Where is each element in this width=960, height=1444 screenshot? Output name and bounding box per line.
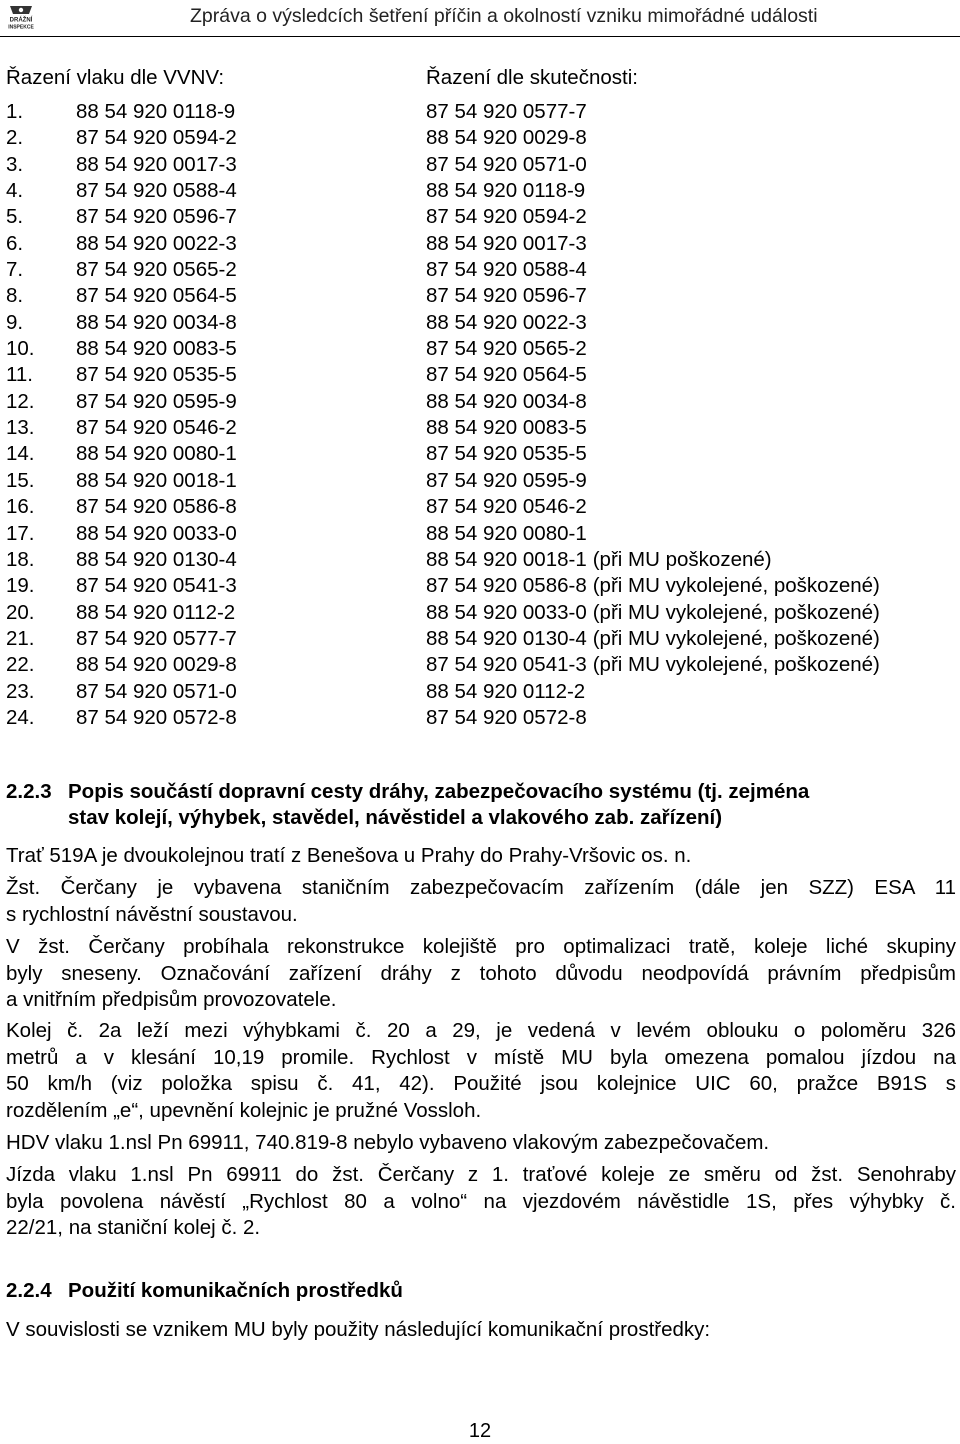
page-header [0,0,960,40]
wagon-row [0,257,960,283]
paragraph-line: 50 km/h (viz položka spisu č. 41, 42). Použité jsou kolejnice UIC 60, pražce B91S s [6,1072,956,1095]
wagon-vvnv-number: 88 54 920 0022-3 [76,231,237,255]
wagon-order-number: 21. [6,626,35,650]
vvnv-column-heading: Řazení vlaku dle VVNV: [6,66,225,89]
wagon-row [0,99,960,125]
wagon-actual-entry [426,547,772,573]
wagon-actual-entry [426,152,587,178]
paragraph-rekonstrukce [6,934,956,1014]
wagon-actual-number: 88 54 920 0022-3 [426,310,587,334]
wagon-vvnv-number: 88 54 920 0083-5 [76,337,237,361]
wagon-actual-entry [426,679,585,705]
wagon-actual-number: 87 54 920 0535-5 [426,442,587,466]
wagon-actual-number: 87 54 920 0594-2 [426,205,587,229]
wagon-actual-entry [426,283,587,309]
wagon-row [0,389,960,415]
wagon-row [0,362,960,388]
wagon-actual-number: 87 54 920 0596-7 [426,284,587,308]
paragraph-line: byla povolena návěstí „Rychlost 80 a volno“ na vjezdovém návěstidle 1S, přes výhybky č. [6,1189,956,1213]
wagon-order-number: 20. [6,600,35,624]
wagon-actual-entry [426,125,587,151]
wagon-actual-number: 88 54 920 0112-2 [426,679,586,703]
wagon-order-number: 5. [6,205,24,229]
wagon-actual-entry [426,494,587,520]
wagon-damage-note: (při MU vykolejené, poškozené) [592,574,880,598]
paragraph-trat [6,843,956,870]
wagon-actual-entry [426,415,587,441]
wagon-order-number: 6. [6,231,24,255]
wagon-actual-entry [426,257,587,283]
wagon-row [0,283,960,309]
wagon-order-number: 3. [6,152,24,176]
wagon-vvnv-number: 88 54 920 0029-8 [76,653,237,677]
header-divider [0,36,960,37]
logo-text-line1: DRÁŽNÍ [9,17,33,24]
paragraph-line: Trať 519A je dvoukolejnou tratí z Benešova u Prahy do Prahy-Vršovic os. n. [6,844,692,867]
wagon-order-number: 19. [6,574,35,598]
wagon-actual-entry [426,204,587,230]
wagon-actual-number: 88 54 920 0034-8 [426,389,587,413]
wagon-actual-number: 88 54 920 0080-1 [426,521,587,545]
wagon-damage-note: (při MU vykolejené, poškozené) [592,626,880,650]
wagon-order-number: 11. [6,363,33,387]
report-title: Zpráva o výsledcích šetření příčin a okolností vzniku mimořádné události [190,5,818,27]
section-223-title-line1: Popis součástí dopravní cesty dráhy, zabezpečovacího systému (tj. zejména [68,780,810,803]
wagon-actual-number: 87 54 920 0565-2 [426,337,587,361]
wagon-actual-entry [426,573,880,599]
wagon-row [0,441,960,467]
wagon-actual-entry [426,231,587,257]
wagon-order-number: 12. [6,389,35,413]
wagon-vvnv-number: 88 54 920 0130-4 [76,547,237,571]
wagon-actual-entry [426,652,880,678]
paragraph-line: s rychlostní návěstní soustavou. [6,902,298,926]
paragraph-line: Kolej č. 2a leží mezi výhybkami č. 20 a 29, je vedená v levém oblouku o poloměru 326 [6,1019,956,1042]
wagon-row [0,204,960,230]
wagon-order-number: 13. [6,416,35,440]
wagon-vvnv-number: 87 54 920 0541-3 [76,574,237,598]
wagon-actual-number: 88 54 920 0018-1 [426,547,587,571]
paragraph-line: V žst. Čerčany probíhala rekonstrukce kolejiště pro optimalizaci tratě, koleje liché skupiny [6,935,956,958]
paragraph-line: byly sneseny. Označování zařízení dráhy z tohoto důvodu neodpovídá právním předpisům [6,961,956,985]
wagon-actual-entry [426,705,587,731]
wagon-actual-number: 87 54 920 0541-3 [426,653,587,677]
wagon-vvnv-number: 87 54 920 0594-2 [76,126,237,150]
wagon-order-number: 17. [6,521,35,545]
wagon-actual-entry [426,178,585,204]
paragraph-line: HDV vlaku 1.nsl Pn 69911, 740.819-8 nebylo vybaveno vlakovým zabezpečovačem. [6,1131,770,1154]
wagon-actual-number: 87 54 920 0546-2 [426,495,587,519]
wagon-order-number: 7. [6,258,24,282]
paragraph-line: Jízda vlaku 1.nsl Pn 69911 do žst. Čerčany z 1. traťové koleje ze směru od žst. Senohraby [6,1163,956,1186]
wagon-actual-entry [426,600,880,626]
wagon-actual-entry [426,389,587,415]
wagon-actual-entry [426,99,587,125]
wagon-row [0,415,960,441]
paragraph-line: 22/21, na staniční kolej č. 2. [6,1216,261,1239]
wagon-actual-number: 88 54 920 0118-9 [426,179,586,203]
wagon-order-number: 23. [6,679,35,703]
paragraph-line: metrů a v klesání 10,19 promile. Rychlost v místě MU byla omezena pomalou jízdou na [6,1045,956,1069]
wagon-vvnv-number: 87 54 920 0565-2 [76,258,237,282]
section-223-number: 2.2.3 [6,780,52,803]
wagon-row [0,231,960,257]
drazni-inspekce-logo [2,4,40,32]
wagon-order-number: 2. [6,126,24,150]
wagon-row [0,152,960,178]
wagon-actual-entry [426,441,587,467]
wagon-order-number: 14. [6,442,35,466]
paragraph-szz [6,875,956,928]
wagon-actual-entry [426,310,587,336]
wagon-vvnv-number: 87 54 920 0595-9 [76,389,237,413]
wagon-row [0,652,960,678]
paragraph-line: rozdělením „e“, upevnění kolejnic je pružné Vossloh. [6,1098,482,1122]
wagon-vvnv-number: 88 54 920 0033-0 [76,521,237,545]
wagon-order-number: 8. [6,284,24,308]
wagon-actual-number: 88 54 920 0029-8 [426,126,587,150]
paragraph-hdv [6,1130,956,1157]
wagon-actual-entry [426,521,587,547]
wagon-order-list [0,99,960,731]
wagon-row [0,178,960,204]
wagon-actual-number: 87 54 920 0577-7 [426,100,587,123]
wagon-row [0,705,960,731]
paragraph-komunikace [6,1317,956,1344]
wagon-vvnv-number: 88 54 920 0017-3 [76,152,237,176]
actual-column-heading: Řazení dle skutečnosti: [426,66,638,89]
wagon-vvnv-number: 88 54 920 0080-1 [76,442,237,466]
paragraph-line: Žst. Čerčany je vybavena staničním zabezpečovacím zařízením (dále jen SZZ) ESA 11 [6,876,956,899]
wagon-vvnv-number: 88 54 920 0034-8 [76,310,237,334]
logo-text-line2: INSPEKCE [8,24,34,31]
wagon-order-number: 22. [6,653,35,677]
wagon-vvnv-number: 87 54 920 0588-4 [76,179,237,203]
wagon-vvnv-number: 87 54 920 0586-8 [76,495,237,519]
wagon-actual-entry [426,362,587,388]
section-224-number: 2.2.4 [6,1279,52,1302]
wagon-vvnv-number: 87 54 920 0596-7 [76,205,237,229]
wagon-damage-note: (při MU poškozené) [592,547,772,571]
wagon-actual-number: 87 54 920 0564-5 [426,363,587,387]
wagon-row [0,573,960,599]
page-number: 12 [468,1420,492,1442]
wagon-actual-number: 87 54 920 0588-4 [426,258,587,282]
wagon-vvnv-number: 87 54 920 0564-5 [76,284,237,308]
wagon-vvnv-number: 87 54 920 0571-0 [76,679,237,703]
wagon-damage-note: (při MU vykolejené, poškozené) [592,600,880,624]
section-223-title-line2: stav kolejí, výhybek, stavědel, návěstidel a vlakového zab. zařízení) [68,806,723,829]
wagon-actual-number: 88 54 920 0017-3 [426,231,587,255]
wagon-actual-number: 87 54 920 0571-0 [426,152,587,176]
wagon-actual-entry [426,626,880,652]
wagon-row [0,600,960,626]
wagon-order-number: 18. [6,547,35,571]
wagon-order-number: 4. [6,179,24,203]
wagon-row [0,521,960,547]
wagon-actual-number: 88 54 920 0130-4 [426,626,587,650]
wagon-row [0,468,960,494]
paragraph-line: V souvislosti se vznikem MU byly použity následující komunikační prostředky: [6,1318,711,1341]
wagon-actual-number: 87 54 920 0595-9 [426,468,587,492]
wagon-vvnv-number: 87 54 920 0577-7 [76,626,237,650]
wagon-actual-entry [426,336,587,362]
wagon-order-number: 10. [6,337,35,361]
paragraph-line: a vnitřním předpisům provozovatele. [6,988,337,1011]
wagon-row [0,547,960,573]
wagon-row [0,494,960,520]
wagon-row [0,679,960,705]
wagon-vvnv-number: 88 54 920 0112-2 [76,600,236,624]
wagon-actual-number: 88 54 920 0033-0 [426,600,587,624]
paragraph-kolej [6,1018,956,1124]
wagon-vvnv-number: 87 54 920 0546-2 [76,416,237,440]
wagon-order-number: 24. [6,705,35,729]
wagon-order-number: 15. [6,468,35,492]
wagon-actual-number: 88 54 920 0083-5 [426,416,587,440]
wagon-order-number: 16. [6,495,35,519]
wagon-row [0,336,960,362]
wagon-row [0,626,960,652]
wagon-vvnv-number: 87 54 920 0572-8 [76,705,237,729]
wagon-actual-number: 87 54 920 0586-8 [426,574,587,598]
wagon-vvnv-number: 88 54 920 0118-9 [76,100,236,123]
wagon-actual-number: 87 54 920 0572-8 [426,705,587,729]
wagon-order-number: 1. [6,100,24,123]
wagon-vvnv-number: 87 54 920 0535-5 [76,363,237,387]
wagon-row [0,125,960,151]
paragraph-jizda [6,1162,956,1242]
wagon-vvnv-number: 88 54 920 0018-1 [76,468,237,492]
section-224-title: Použití komunikačních prostředků [68,1279,403,1302]
wagon-actual-entry [426,468,587,494]
wagon-row [0,310,960,336]
wagon-damage-note: (při MU vykolejené, poškozené) [592,653,880,677]
wagon-order-number: 9. [6,310,24,334]
